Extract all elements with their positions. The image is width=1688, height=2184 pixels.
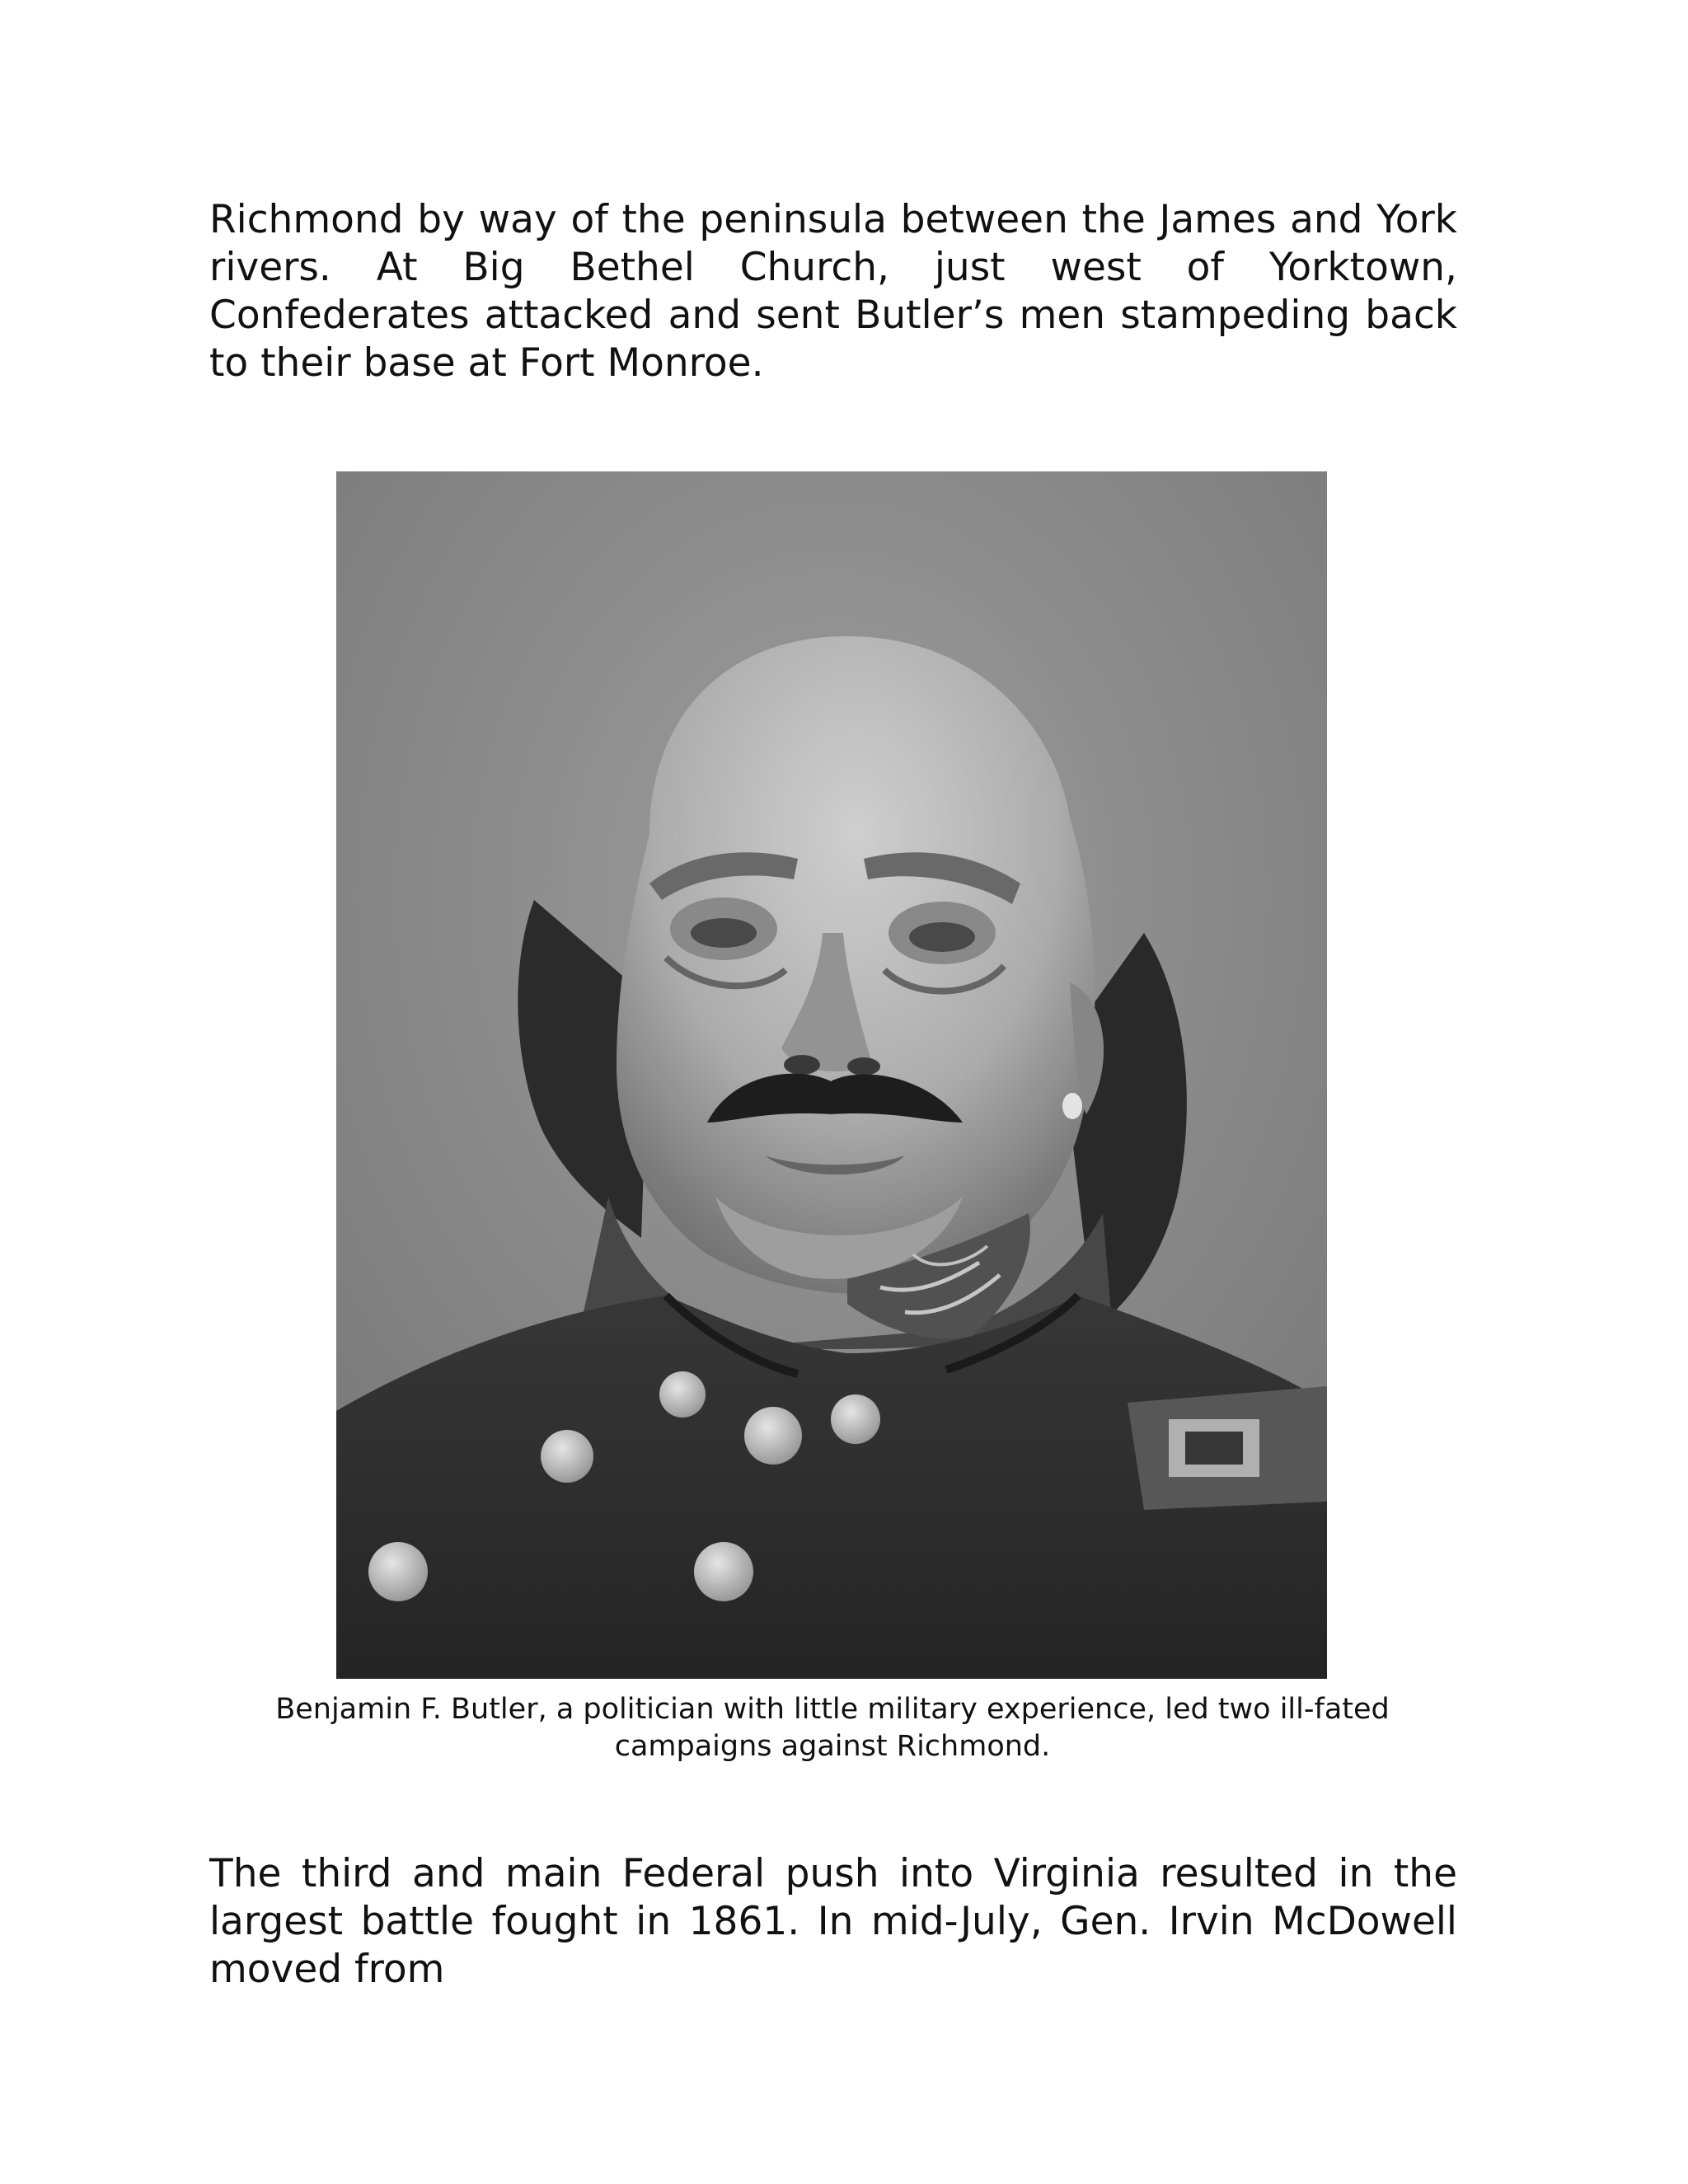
figure-caption: Benjamin F. Butler, a politician with little military experience, led two ill-fated campaigns against Richmond. — [275, 1693, 1390, 1763]
body-paragraph-top: Richmond by way of the peninsula between the James and York rivers. At Big Bethel Church, just west of Yorktown, Confederates attacked and sent Butler’s men stampeding back to their base at Fort Monroe. — [209, 197, 1457, 386]
portrait-photo — [336, 471, 1327, 1679]
portrait-illustration — [336, 471, 1327, 1679]
body-paragraph-bottom: The third and main Federal push into Virginia resulted in the largest battle fought in 1861. In mid-July, Gen. Irvin McDowell moved from — [209, 1851, 1457, 1992]
